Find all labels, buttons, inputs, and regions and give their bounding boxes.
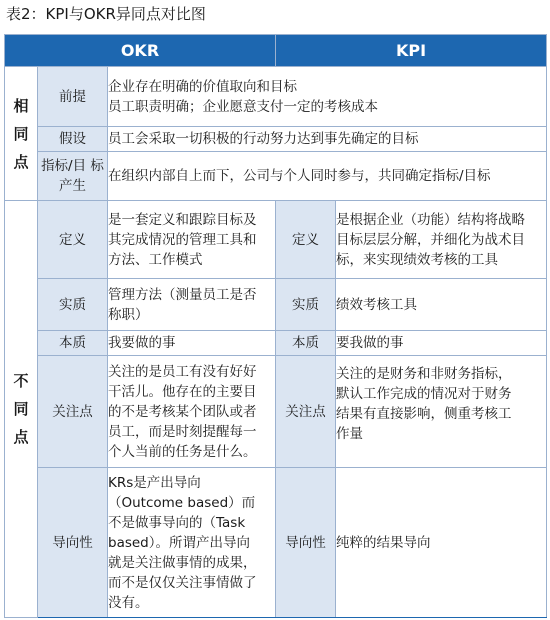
kpi-label-definition: 定义 [276,201,336,279]
kpi-label-focus: 关注点 [276,356,336,468]
table-caption: 表2：KPI与OKR异同点对比图 [6,5,206,23]
row-label-assumption: 假设 [38,127,108,152]
okr-nature-text: 我要做的事 [108,331,276,356]
same-points-label: 相 同 点 [5,67,38,201]
table-row [5,356,547,468]
okr-focus-text: 关注的是员工有没有好好 干活儿。他存在的主要目 的不是考核某个团队或者 员工，而是时刻提醒每一 个人当前的任务是什么。 [108,356,276,468]
kpi-orientation-text: 纯粹的结果导向 [336,468,547,618]
premise-text: 企业存在明确的价值取向和目标 员工职责明确；企业愿意支付一定的考核成本 [108,67,547,127]
kpi-header: KPI [276,35,547,67]
table-row [5,279,547,331]
table-row [5,152,547,201]
row-label-target-generation: 指标/目 标产生 [38,152,108,201]
table-row [5,468,547,618]
diff-points-label: 不 同 点 [5,201,38,618]
kpi-nature-text: 要我做的事 [336,331,547,356]
kpi-focus-text: 关注的是财务和非财务指标， 默认工作完成的情况对于财务 结果有直接影响，侧重考核工 作量 [336,356,547,468]
kpi-definition-text: 是根据企业（功能）结构将战略 目标层层分解，并细化为战术目 标，来实现绩效考核的工具 [336,201,547,279]
okr-header: OKR [5,35,276,67]
okr-label-definition: 定义 [38,201,108,279]
row-label-premise: 前提 [38,67,108,127]
table-row [5,67,547,127]
table-row [5,201,547,279]
kpi-label-essence: 实质 [276,279,336,331]
target-generation-text: 在组织内部自上而下，公司与个人同时参与，共同确定指标/目标 [108,152,547,201]
table-row [5,331,547,356]
table-row [5,127,547,152]
okr-label-essence: 实质 [38,279,108,331]
okr-definition-text: 是一套定义和跟踪目标及 其完成情况的管理工具和 方法、工作模式 [108,201,276,279]
okr-label-focus: 关注点 [38,356,108,468]
assumption-text: 员工会采取一切积极的行动努力达到事先确定的目标 [108,127,547,152]
kpi-essence-text: 绩效考核工具 [336,279,547,331]
okr-label-nature: 本质 [38,331,108,356]
okr-orientation-text: KRs是产出导向 （Outcome based）而 不是做事导向的（Task based）。所谓产出导向 就是关注做事情的成果， 而不是仅仅关注事情做了 没有。 [108,468,276,618]
okr-label-orientation: 导向性 [38,468,108,618]
kpi-label-nature: 本质 [276,331,336,356]
okr-essence-text: 管理方法（测量员工是否 称职） [108,279,276,331]
comparison-table [4,34,547,618]
kpi-label-orientation: 导向性 [276,468,336,618]
